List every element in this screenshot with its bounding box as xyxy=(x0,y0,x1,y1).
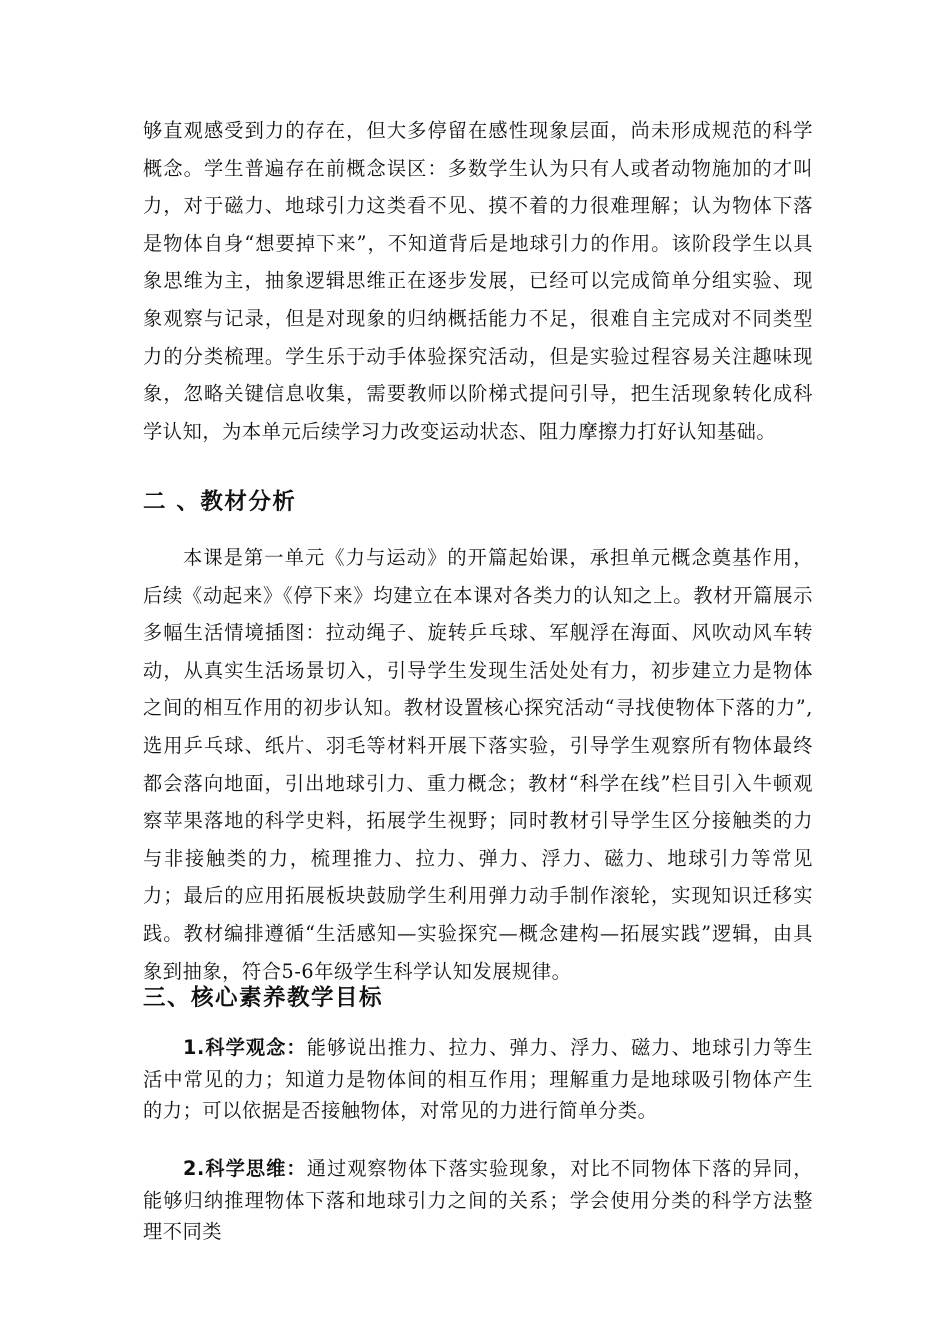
section-heading-textbook-analysis: 二 、教材分析 xyxy=(143,489,297,515)
goal-item-scientific-thinking xyxy=(143,1153,813,1248)
goal-text: 能够说出推力、拉力、弹力、浮力、磁力、地球引力等生活中常见的力；知道力是物体间的相互作用；理解重力是地球吸引物体产生的力；可以依据是否接触物体，对常见的力进行简单分类。 xyxy=(143,1036,813,1122)
goal-item-scientific-concept xyxy=(143,1032,813,1127)
goal-label: 2.科学思维： xyxy=(183,1157,307,1180)
textbook-analysis-paragraph: 本课是第一单元《力与运动》的开篇起始课，承担单元概念奠基作用，后续《动起来》《停下来》均建立在本课对各类力的认知之上。教材开篇展示多幅生活情境插图：拉动绳子、旋转乒乓球、军舰浮在海面、风吹动风车转动，从真实生活场景切入，引导学生发现生活处处有力，初步建立力是物体之间的相互作用的初步认知。教材设置核心探究活动“寻找使物体下落的力”,选用乒乓球、纸片、羽毛等材料开展下落实验，引导学生观察所有物体最终都会落向地面，引出地球引力、重力概念；教材“科学在线”栏目引入牛顿观察苹果落地的科学史料，拓展学生视野；同时教材引导学生区分接触类的力与非接触类的力，梳理推力、拉力、弹力、浮力、磁力、地球引力等常见力；最后的应用拓展板块鼓励学生利用弹力动手制作滚轮，实现知识迁移实践。教材编排遵循“生活感知—实验探究—概念建构—拓展实践”逻辑，由具象到抽象，符合5-6年级学生科学认知发展规律。 xyxy=(143,546,813,983)
section-heading-teaching-goals: 三、核心素养教学目标 xyxy=(143,985,384,1011)
goal-text: 通过观察物体下落实验现象，对比不同物体下落的异同，能够归纳推理物体下落和地球引力之间的关系；学会使用分类的科学方法整理不同类 xyxy=(143,1157,813,1243)
goal-label: 1.科学观念： xyxy=(183,1036,307,1059)
student-analysis-paragraph: 够直观感受到力的存在，但大多停留在感性现象层面，尚未形成规范的科学概念。学生普遍存在前概念误区：多数学生认为只有人或者动物施加的才叫力，对于磁力、地球引力这类看不见、摸不着的力很难理解；认为物体下落是物体自身“想要掉下来”，不知道背后是地球引力的作用。该阶段学生以具象思维为主，抽象逻辑思维正在逐步发展，已经可以完成简单分组实验、现象观察与记录，但是对现象的归纳概括能力不足，很难自主完成对不同类型力的分类梳理。学生乐于动手体验探究活动，但是实验过程容易关注趣味现象，忽略关键信息收集，需要教师以阶梯式提问引导，把生活现象转化成科学认知，为本单元后续学习力改变运动状态、阻力摩擦力打好认知基础。 xyxy=(143,119,813,443)
